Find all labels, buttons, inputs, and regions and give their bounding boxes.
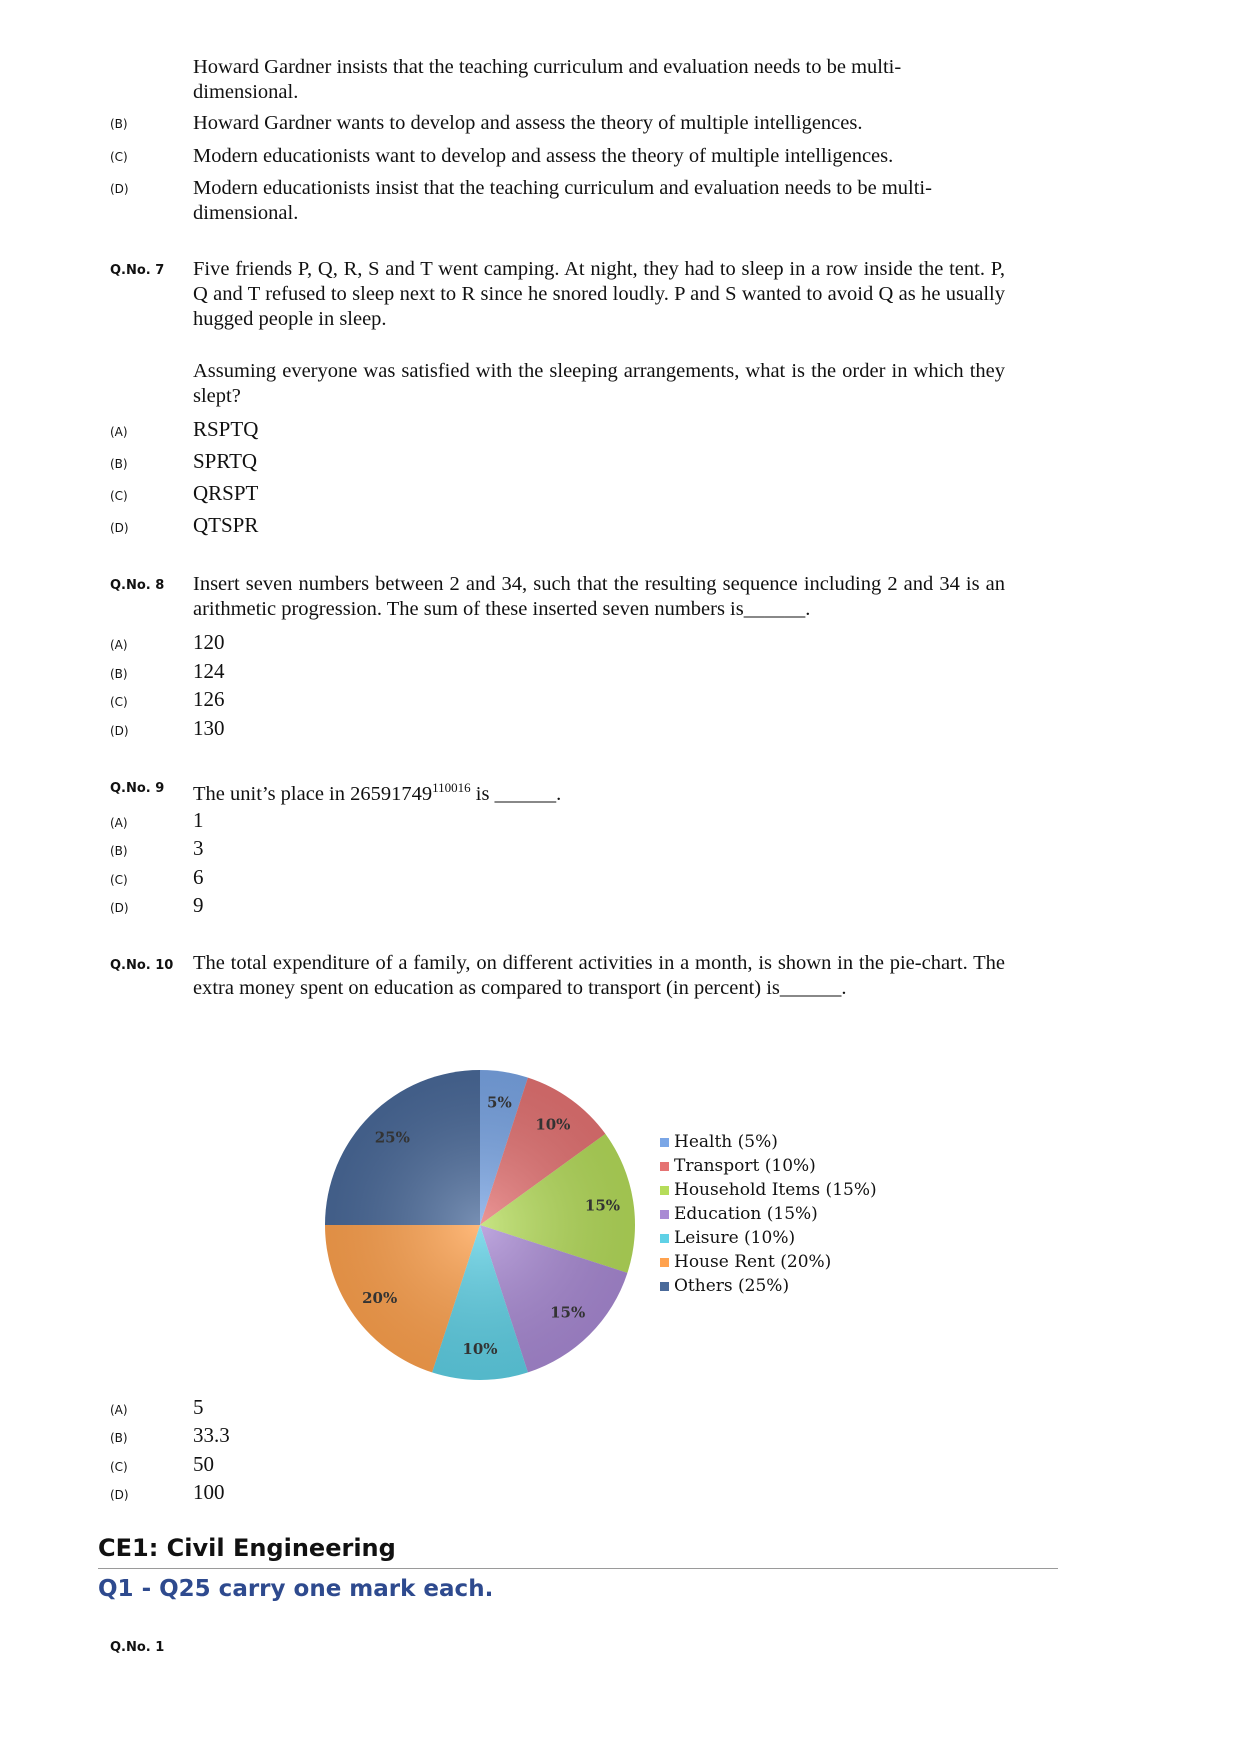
q9-exponent: 110016 xyxy=(432,780,471,795)
legend-item xyxy=(660,1250,877,1274)
q7-option-d-label: (D) xyxy=(110,521,129,535)
q9-option-a-text: 1 xyxy=(193,808,204,832)
q8-option-b-text: 124 xyxy=(193,659,225,683)
q10-option-d-label: (D) xyxy=(110,1488,129,1502)
q6-option-c-label: (C) xyxy=(110,150,128,164)
q9-number: Q.No. 9 xyxy=(110,781,165,796)
q8-option-d-label: (D) xyxy=(110,724,129,738)
q9-option-d-text: 9 xyxy=(193,893,204,917)
legend-item xyxy=(660,1130,877,1154)
q10-text: The total expenditure of a family, on different activities in a month, is shown in the pie-chart. The extra money spent on education as compared to transport (in percent) is______. xyxy=(193,952,1005,999)
legend-label: Health (5%) xyxy=(674,1132,778,1152)
q10-option-b-text: 33.3 xyxy=(193,1423,230,1447)
q10-option-d-text: 100 xyxy=(193,1480,225,1504)
q10-option-c-text: 50 xyxy=(193,1452,214,1476)
q10-option-a-text: 5 xyxy=(193,1395,204,1419)
next-question-number: Q.No. 1 xyxy=(110,1640,165,1655)
q9-option-d-label: (D) xyxy=(110,901,129,915)
q8-number: Q.No. 8 xyxy=(110,578,165,593)
legend-label: Education (15%) xyxy=(674,1204,818,1224)
q6-option-a-text: Howard Gardner insists that the teaching curriculum and evaluation needs to be multi-dimensional. xyxy=(193,56,902,103)
q7-text: Five friends P, Q, R, S and T went camping. At night, they had to sleep in a row inside the tent. P, Q and T refused to sleep next to R since he snored loudly. P and S wanted to avoid Q as he usually hugged people in sleep. xyxy=(193,258,1005,330)
legend-swatch xyxy=(660,1162,669,1171)
legend-swatch xyxy=(660,1210,669,1219)
legend-label: Leisure (10%) xyxy=(674,1228,796,1248)
legend-swatch xyxy=(660,1138,669,1147)
pie-legend xyxy=(660,1130,877,1298)
q6-option-d-label: (D) xyxy=(110,182,129,196)
legend-swatch xyxy=(660,1186,669,1195)
q10-option-b-label: (B) xyxy=(110,1431,128,1445)
q8-option-c-text: 126 xyxy=(193,687,225,711)
q9-text-after: is ______. xyxy=(470,783,562,805)
legend-label: House Rent (20%) xyxy=(674,1252,832,1272)
q7-option-b-text: SPRTQ xyxy=(193,449,258,473)
q10-number: Q.No. 10 xyxy=(110,958,174,973)
q8-option-b-label: (B) xyxy=(110,667,128,681)
q6-option-c-text: Modern educationists want to develop and assess the theory of multiple intelligences. xyxy=(193,145,894,167)
pie-shading xyxy=(325,1070,635,1380)
q7-number: Q.No. 7 xyxy=(110,263,165,278)
q8-option-c-label: (C) xyxy=(110,695,128,709)
q7-option-c-text: QRSPT xyxy=(193,481,259,505)
legend-swatch xyxy=(660,1282,669,1291)
legend-item xyxy=(660,1154,877,1178)
section-subtitle: Q1 - Q25 carry one mark each. xyxy=(98,1576,494,1602)
q7-option-a-text: RSPTQ xyxy=(193,417,259,441)
pie-slice-label: 15% xyxy=(550,1303,586,1322)
q9-option-b-text: 3 xyxy=(193,836,204,860)
pie-slice-label: 10% xyxy=(462,1340,498,1358)
q10-option-c-label: (C) xyxy=(110,1460,128,1474)
q9-text-before: The unit’s place in 26591749 xyxy=(193,783,433,805)
legend-label: Others (25%) xyxy=(674,1276,790,1296)
q9-text xyxy=(193,775,1005,807)
q7-text-2: Assuming everyone was satisfied with the sleeping arrangements, what is the order in which they slept? xyxy=(193,360,1005,407)
q7-option-d-text: QTSPR xyxy=(193,513,259,537)
q9-option-c-label: (C) xyxy=(110,873,128,887)
legend-swatch xyxy=(660,1234,669,1243)
pie-slice-label: 25% xyxy=(374,1128,410,1147)
q10-option-a-label: (A) xyxy=(110,1403,128,1417)
legend-item xyxy=(660,1202,877,1226)
q7-option-a-label: (A) xyxy=(110,425,128,439)
legend-item xyxy=(660,1274,877,1298)
q6-option-d-text: Modern educationists insist that the teaching curriculum and evaluation needs to be multi-dimensional. xyxy=(193,177,932,224)
pie-slice-label: 15% xyxy=(584,1196,621,1215)
legend-label: Household Items (15%) xyxy=(674,1180,877,1200)
legend-swatch xyxy=(660,1258,669,1267)
q9-option-b-label: (B) xyxy=(110,844,128,858)
q9-option-c-text: 6 xyxy=(193,865,204,889)
section-divider xyxy=(98,1568,1058,1569)
q6-option-b-label: (B) xyxy=(110,117,128,131)
legend-item xyxy=(660,1226,877,1250)
pie-slice-label: 20% xyxy=(362,1288,398,1307)
q8-option-a-label: (A) xyxy=(110,638,128,652)
section-title: CE1: Civil Engineering xyxy=(98,1534,396,1562)
q8-text: Insert seven numbers between 2 and 34, such that the resulting sequence including 2 and 34 is an arithmetic progression. The sum of these inserted seven numbers is______. xyxy=(193,573,1005,620)
q8-option-d-text: 130 xyxy=(193,716,225,740)
q7-option-c-label: (C) xyxy=(110,489,128,503)
pie-slice-label: 10% xyxy=(535,1115,571,1134)
pie-slice-label: 5% xyxy=(487,1093,512,1112)
legend-item xyxy=(660,1178,877,1202)
q8-option-a-text: 120 xyxy=(193,630,225,654)
q7-option-b-label: (B) xyxy=(110,457,128,471)
q9-option-a-label: (A) xyxy=(110,816,128,830)
q6-option-b-text: Howard Gardner wants to develop and assess the theory of multiple intelligences. xyxy=(193,112,863,134)
legend-label: Transport (10%) xyxy=(674,1156,816,1176)
